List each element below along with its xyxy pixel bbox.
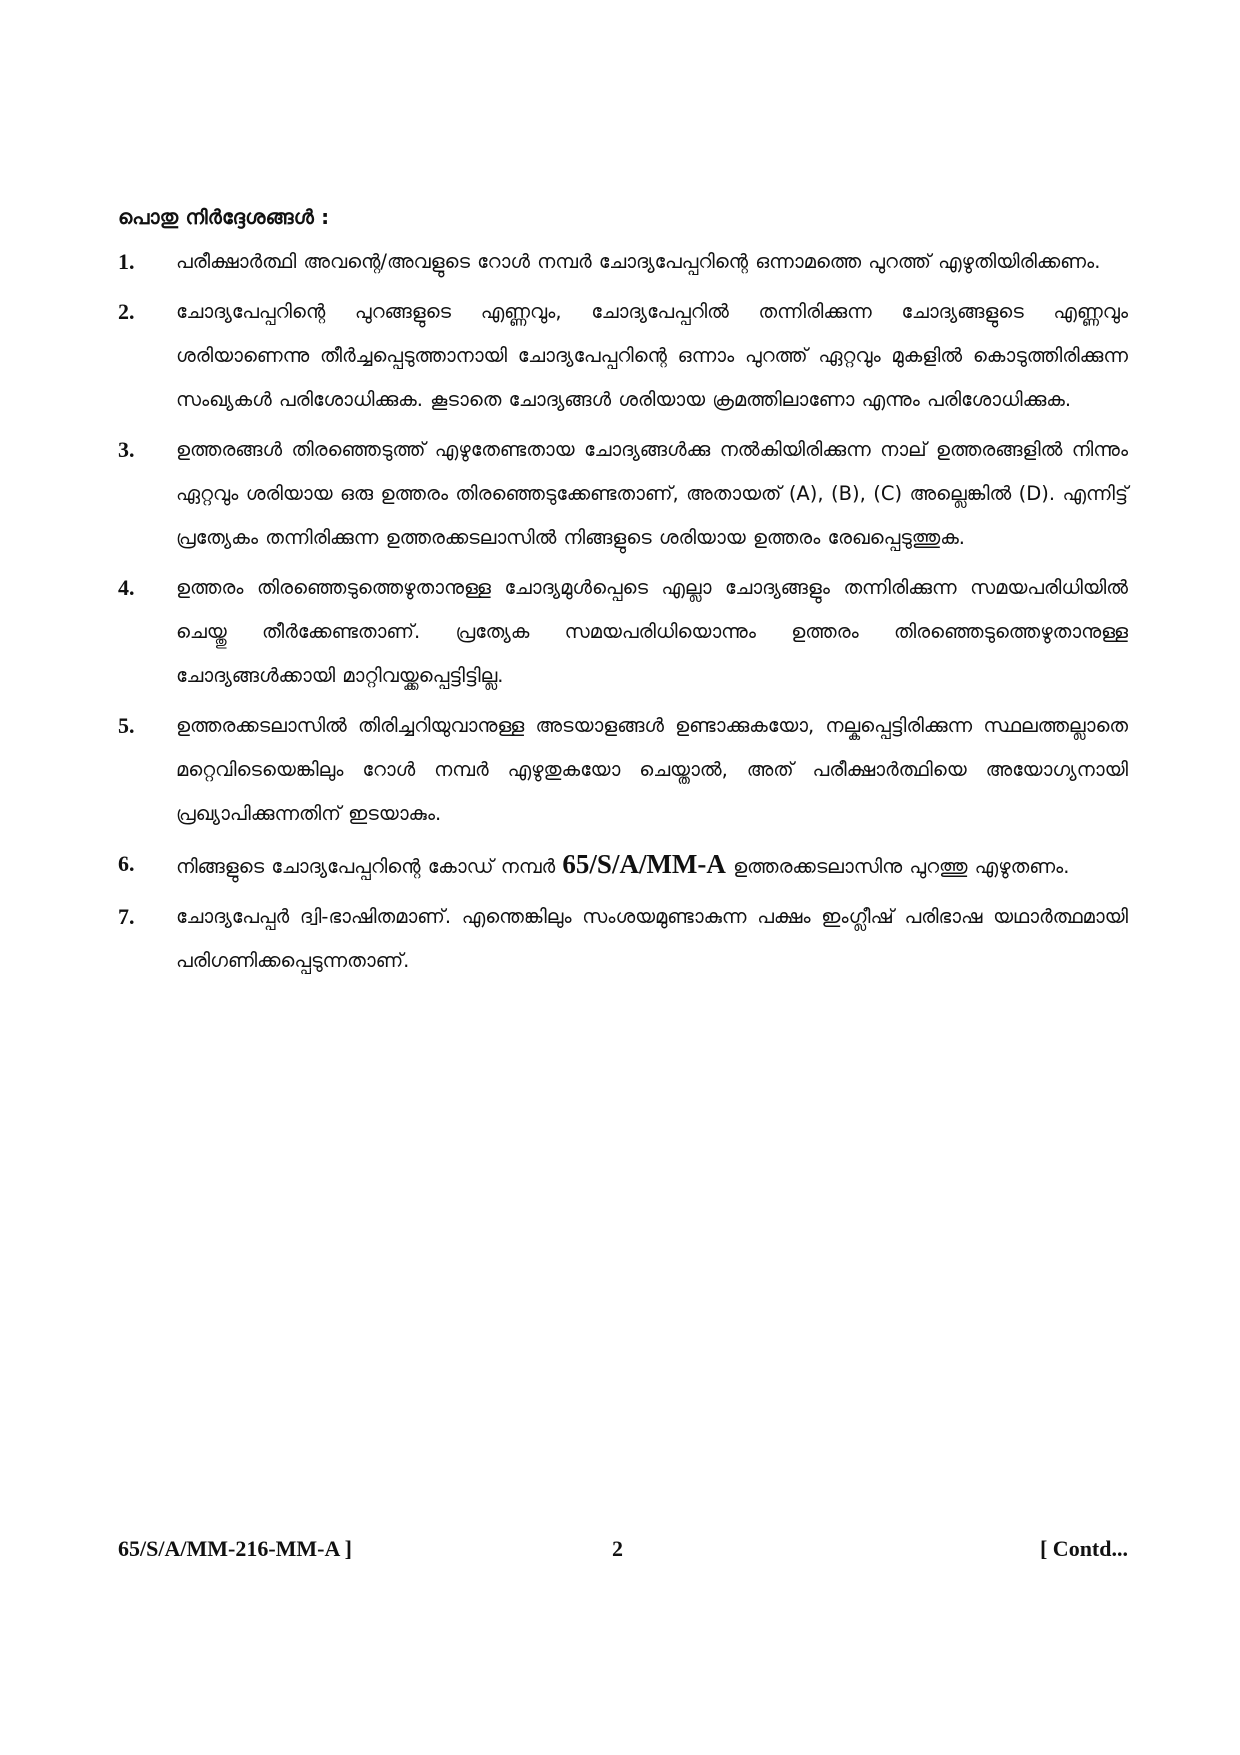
instruction-item	[118, 290, 1128, 422]
instructions-list	[118, 240, 1128, 989]
instruction-number: 2.	[118, 299, 135, 324]
instruction-number: 3.	[118, 437, 135, 462]
instruction-text: പരീക്ഷാർത്ഥി അവന്റെ/അവളുടെ റോൾ നമ്പർ ചോദ്യപേപ്പറിന്റെ ഒന്നാമത്തെ പുറത്ത് എഴുതിയിരിക്കണം.	[176, 250, 1101, 273]
page-number: 2	[612, 1536, 623, 1561]
section-heading: പൊതു നിർദ്ദേശങ്ങൾ :	[118, 205, 330, 229]
instruction-text: ഉത്തരം തിരഞ്ഞെടുത്തെഴുതാനുള്ള ചോദ്യമുൾപ്പെടെ എല്ലാ ചോദ്യങ്ങളും തന്നിരിക്കുന്ന സമയപരിധിയിൽ ചെയ്തു തീർക്കേണ്ടതാണ്. പ്രത്യേക സമയപരിധിയൊന്നും ഉത്തരം തിരഞ്ഞെടുത്തെഴുതാനുള്ള ചോദ്യങ്ങൾക്കായി മാറ്റിവയ്ക്കപ്പെട്ടിട്ടില്ല.	[176, 576, 1128, 687]
instruction-item	[118, 428, 1128, 560]
instruction-number: 1.	[118, 249, 135, 274]
instruction-text: ഉത്തരക്കടലാസിൽ തിരിച്ചറിയുവാനുള്ള അടയാളങ്ങൾ ഉണ്ടാക്കുകയോ, നല്കപ്പെട്ടിരിക്കുന്ന സ്ഥലത്തല്ലാതെ മറ്റെവിടെയെങ്കിലും റോൾ നമ്പർ എഴുതുകയോ ചെയ്താൽ, അത് പരീക്ഷാർത്ഥിയെ അയോഗ്യനായി പ്രഖ്യാപിക്കുന്നതിന് ഇടയാകും.	[176, 714, 1128, 825]
instruction-item	[118, 704, 1128, 836]
continued-marker: [ Contd...	[1039, 1536, 1128, 1561]
instruction-text: ഉത്തരങ്ങൾ തിരഞ്ഞെടുത്ത് എഴുതേണ്ടതായ ചോദ്യങ്ങൾക്കു നൽകിയിരിക്കുന്ന നാല് ഉത്തരങ്ങളിൽ നിന്നും ഏറ്റവും ശരിയായ ഒരു ഉത്തരം തിരഞ്ഞെടുക്കേണ്ടതാണ്, അതായത് (A), (B), (C) അല്ലെങ്കിൽ (D). എന്നിട്ട് പ്രത്യേകം തന്നിരിക്കുന്ന ഉത്തരക്കടലാസിൽ നിങ്ങളുടെ ശരിയായ ഉത്തരം രേഖപ്പെടുത്തുക.	[176, 438, 1128, 549]
instruction-item	[118, 240, 1128, 284]
instruction-number: 6.	[118, 851, 135, 876]
instruction-number: 7.	[118, 904, 135, 929]
instruction-text: ചോദ്യപേപ്പർ ദ്വി-ഭാഷിതമാണ്. എന്തെങ്കിലും സംശയമുണ്ടാകുന്ന പക്ഷം ഇംഗ്ലീഷ് പരിഭാഷ യഥാർത്ഥമായി പരിഗണിക്കപ്പെടുന്നതാണ്.	[176, 905, 1128, 972]
instruction-item	[118, 842, 1128, 889]
instruction-text-before: നിങ്ങളുടെ ചോദ്യപേപ്പറിന്റെ കോഡ് നമ്പർ	[176, 855, 556, 878]
instruction-number: 5.	[118, 713, 135, 738]
instruction-text: ചോദ്യപേപ്പറിന്റെ പുറങ്ങളുടെ എണ്ണവും, ചോദ്യപേപ്പറിൽ തന്നിരിക്കുന്ന ചോദ്യങ്ങളുടെ എണ്ണവും ശരിയാണെന്നു തീർച്ചപ്പെടുത്താനായി ചോദ്യപേപ്പറിന്റെ ഒന്നാം പുറത്ത് ഏറ്റവും മുകളിൽ കൊടുത്തിരിക്കുന്ന സംഖ്യകൾ പരിശോധിക്കുക. കൂടാതെ ചോദ്യങ്ങൾ ശരിയായ ക്രമത്തിലാണോ എന്നും പരിശോധിക്കുക.	[176, 300, 1128, 411]
instruction-number: 4.	[118, 575, 135, 600]
footer-paper-code: 65/S/A/MM-216-MM-A ]	[118, 1536, 352, 1561]
instruction-text-after: ഉത്തരക്കടലാസിനു പുറത്തു എഴുതണം.	[733, 855, 1070, 878]
instruction-item	[118, 895, 1128, 983]
question-paper-code: 65/S/A/MM-A	[562, 849, 726, 879]
instruction-item	[118, 566, 1128, 698]
instruction-text	[176, 842, 1128, 889]
